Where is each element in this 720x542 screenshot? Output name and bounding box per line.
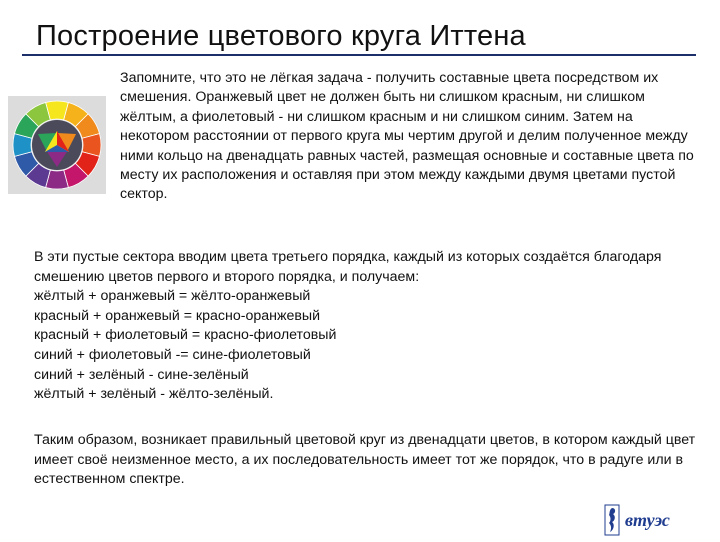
title-divider	[22, 54, 696, 56]
page-title: Построение цветового круга Иттена	[36, 20, 526, 52]
mix-line: синий + фиолетовый -= сине-фиолетовый	[34, 346, 311, 363]
mix-line: жёлтый + оранжевый = жёлто-оранжевый	[34, 288, 311, 305]
conclusion-text: Таким образом, возникает правильный цветовой круг из двенадцати цветов, в котором каждый цвет имеет своё неизменное место, а их последовательность имеет тот же порядок, что в радуге или в естественном спектре.	[34, 432, 696, 488]
logo-text: втуэс	[625, 510, 670, 530]
mixing-intro-text: В эти пустые сектора вводим цвета третьего порядка, каждый из которых создаётся благодаря смешению цветов первого и второго порядка, и получаем:	[34, 249, 662, 285]
mix-line: красный + фиолетовый = красно-фиолетовый	[34, 327, 337, 344]
intro-text: Запомните, что это не лёгкая задача - получить составные цвета посредством их смешения. Оранжевый цвет не должен быть ни слишком красным, ни слишком жёлтым, а фиолетовый - ни слишком красным и ни слишком синим. Затем на некотором расстоянии от первого круга мы чертим другой и делим полученное между ними кольцо на двенадцать равных частей, размещая основные и составные цвета по месту их расположения и оставляя при этом между каждыми двумя цветами пустой сектор.	[120, 70, 694, 203]
conclusion-paragraph	[34, 431, 706, 490]
mix-line: синий + зелёный - сине-зелёный	[34, 366, 249, 383]
mixing-section	[34, 248, 704, 405]
university-logo	[603, 503, 711, 537]
intro-paragraph	[120, 69, 702, 205]
color-wheel-graphic	[8, 96, 106, 194]
mix-line: жёлтый + зелёный - жёлто-зелёный.	[34, 386, 274, 403]
seahorse-emblem-icon	[605, 505, 619, 535]
mix-line: красный + оранжевый = красно-оранжевый	[34, 307, 321, 324]
itten-color-wheel	[8, 96, 106, 194]
